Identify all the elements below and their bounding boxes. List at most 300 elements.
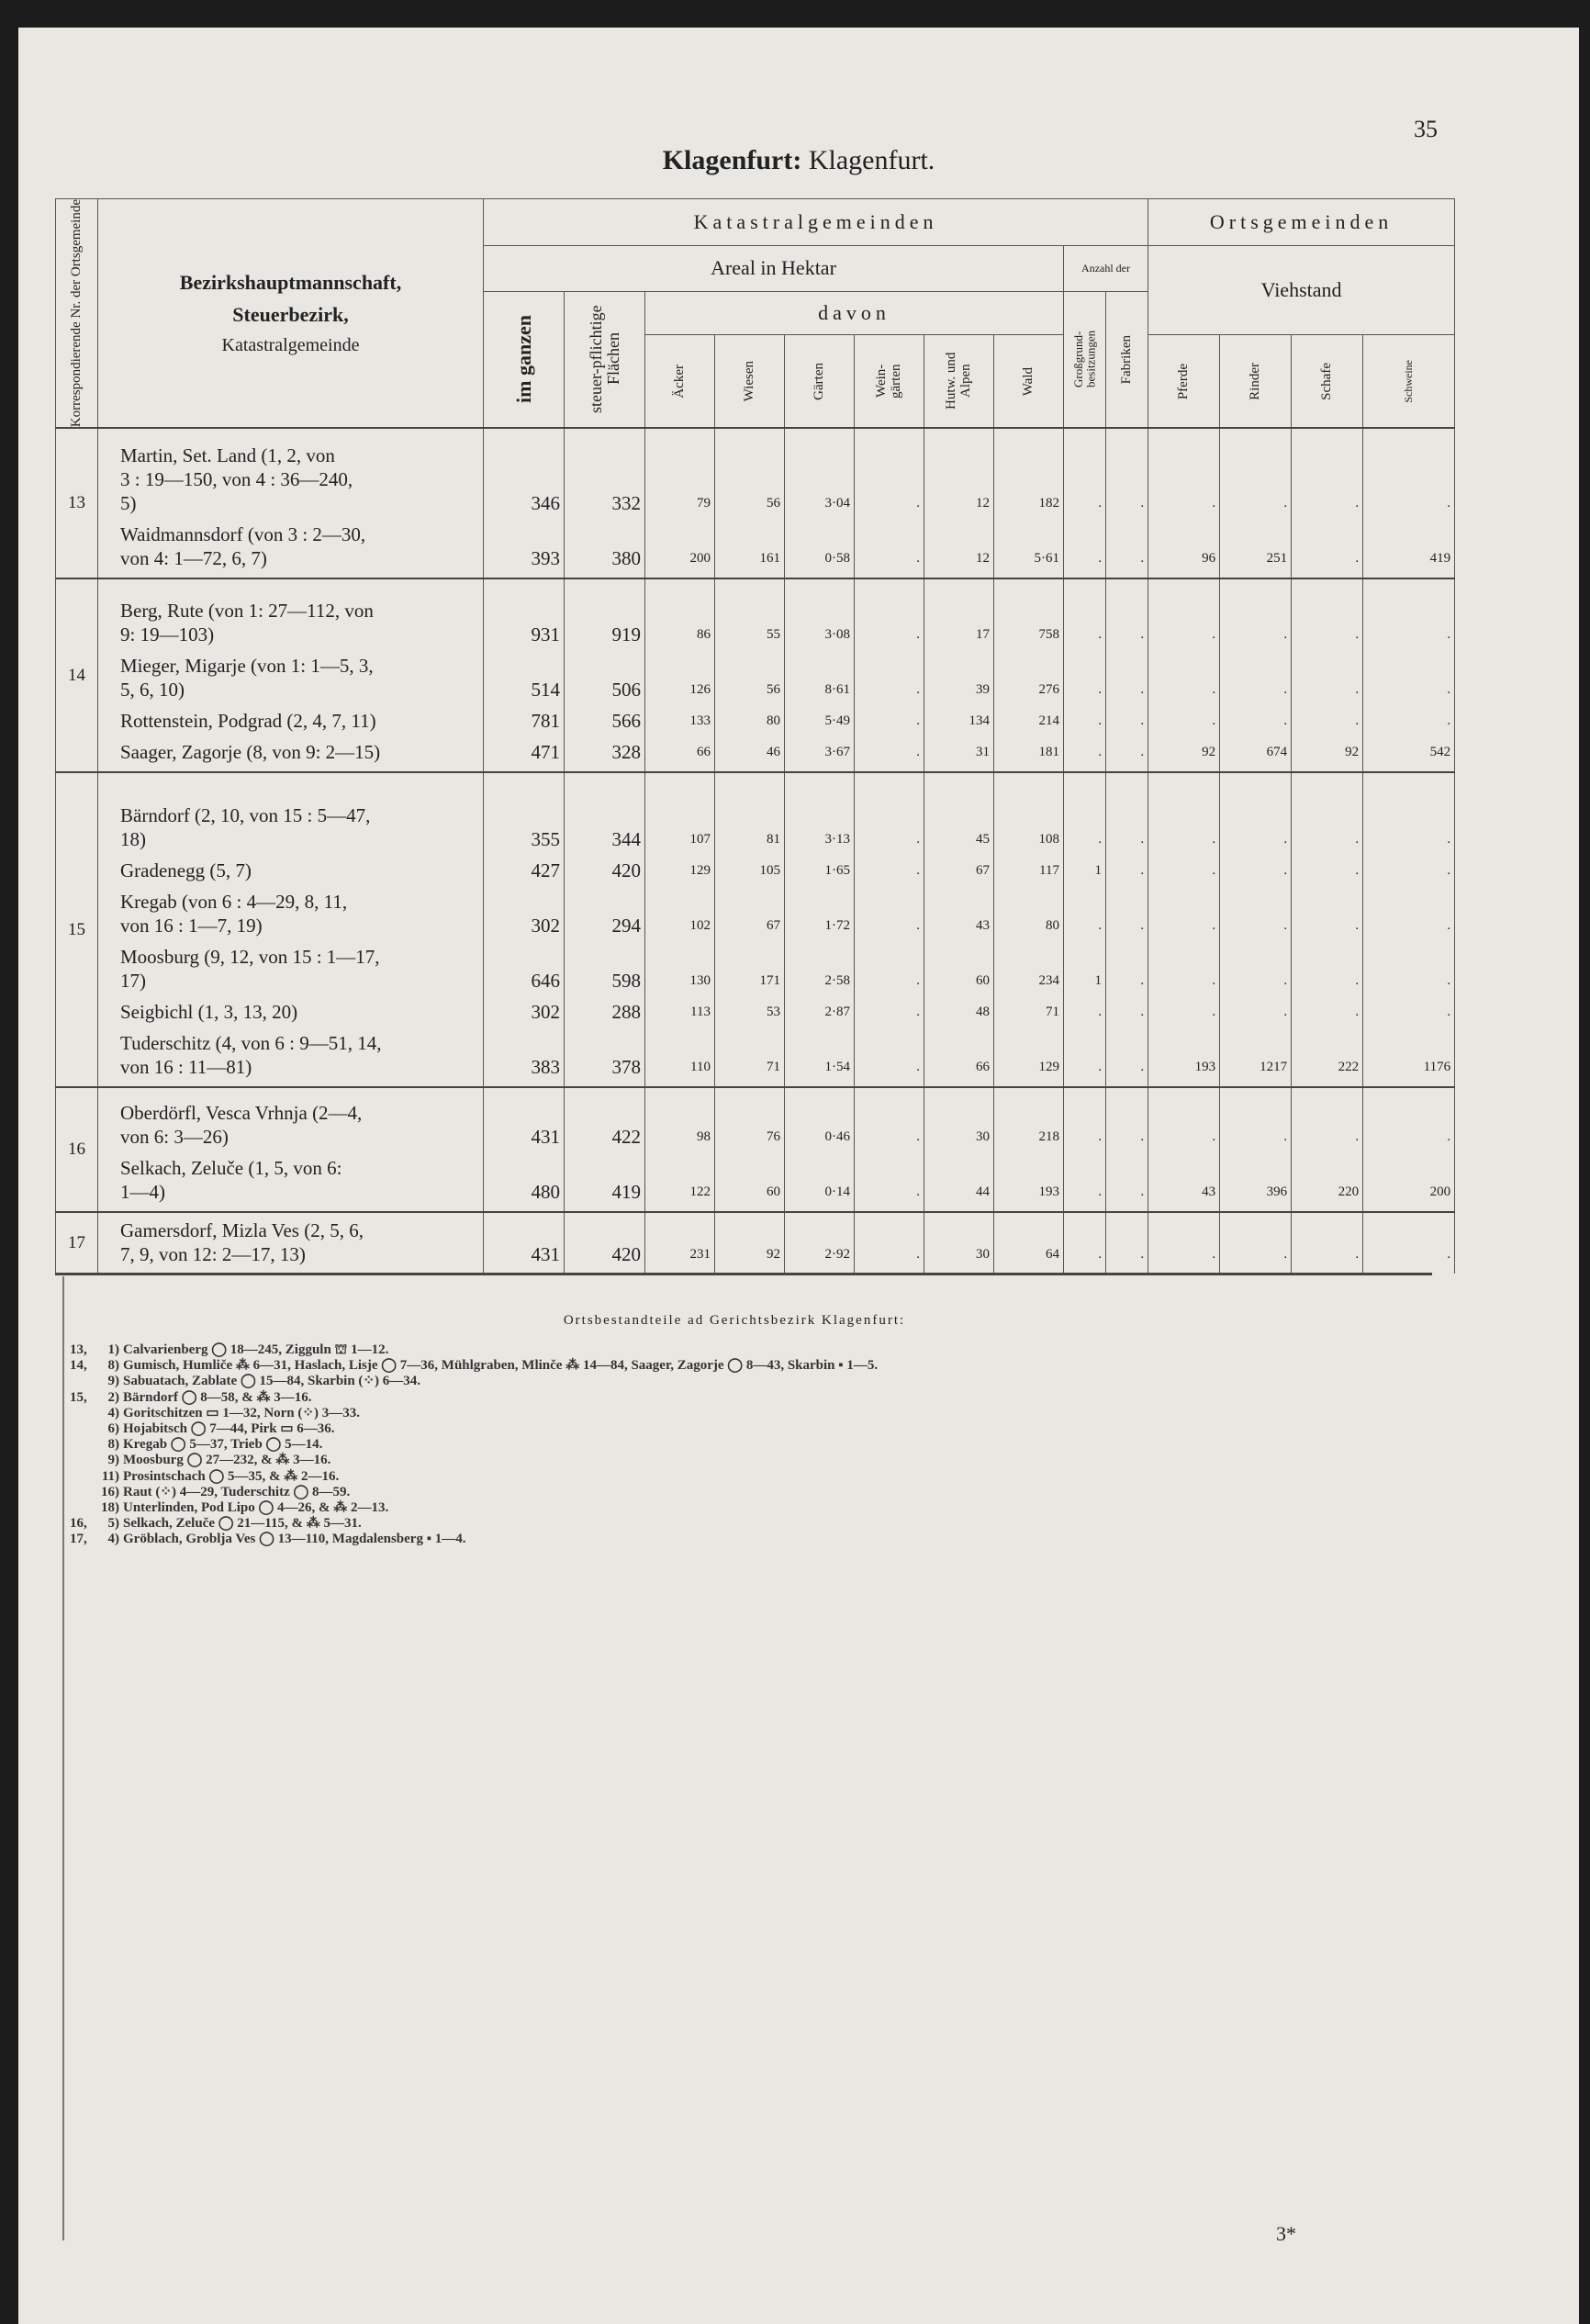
value-rinder: 251 bbox=[1266, 551, 1288, 567]
col-ganz bbox=[484, 1212, 565, 1274]
value-acker: 86 bbox=[697, 626, 711, 642]
col-schafe bbox=[1292, 1212, 1363, 1274]
value-schweine: . bbox=[1447, 863, 1451, 879]
value-gross: . bbox=[1098, 1060, 1102, 1075]
value-rinder: . bbox=[1283, 1128, 1288, 1144]
table-row bbox=[56, 428, 1455, 578]
value-pferde: . bbox=[1212, 626, 1216, 642]
value-wiesen: 81 bbox=[767, 832, 780, 848]
table-row bbox=[56, 1087, 1455, 1211]
ortsgemeinde-number: 14 bbox=[56, 578, 98, 772]
value-gross: . bbox=[1098, 713, 1102, 728]
col-gross bbox=[1064, 772, 1106, 1088]
katastralgemeinde-names bbox=[98, 772, 484, 1088]
value-steuer: 566 bbox=[611, 709, 641, 732]
value-ganz: 781 bbox=[531, 709, 560, 732]
ortsgemeinden-header: Ortsgemeinden bbox=[1148, 199, 1455, 246]
value-ganz: 355 bbox=[531, 828, 560, 851]
value-schafe: . bbox=[1355, 1005, 1360, 1020]
col-acker bbox=[645, 428, 715, 578]
value-acker: 102 bbox=[689, 918, 711, 934]
value-gaerten: 3·04 bbox=[824, 496, 850, 511]
value-wiesen: 76 bbox=[767, 1128, 780, 1144]
value-steuer: 506 bbox=[611, 678, 641, 701]
value-wein: . bbox=[916, 1184, 920, 1199]
value-wein: . bbox=[916, 832, 920, 848]
value-acker: 107 bbox=[689, 832, 711, 848]
value-schweine: . bbox=[1447, 1247, 1451, 1263]
value-schafe: . bbox=[1355, 551, 1360, 567]
value-acker: 200 bbox=[689, 551, 711, 567]
value-pferde: . bbox=[1212, 681, 1216, 697]
footnote-item bbox=[70, 1421, 878, 1437]
footnote-index: 11) bbox=[101, 1468, 119, 1484]
hutweiden-header: Hutw. und Alpen bbox=[924, 335, 994, 429]
value-wein: . bbox=[916, 551, 920, 567]
col-pferde bbox=[1148, 1087, 1220, 1211]
value-rinder: . bbox=[1283, 973, 1288, 989]
name-line: Oberdörfl, Vesca Vrhnja (2—4, bbox=[120, 1101, 363, 1124]
table-body bbox=[56, 428, 1455, 1274]
value-gross: . bbox=[1098, 832, 1102, 848]
footnote-text: Prosintschach ◯ 5—35, & ⁂ 2—16. bbox=[123, 1468, 340, 1484]
ortsgemeinde-number: 16 bbox=[56, 1087, 98, 1211]
ortsgemeinde-number: 17 bbox=[56, 1212, 98, 1274]
ortsgemeinde-number: 15 bbox=[56, 772, 98, 1088]
value-acker: 129 bbox=[689, 863, 711, 879]
value-fabr: . bbox=[1140, 1184, 1145, 1199]
value-fabr: . bbox=[1140, 918, 1145, 934]
col-schweine bbox=[1363, 1212, 1455, 1274]
footnote-item bbox=[70, 1390, 878, 1406]
col-acker bbox=[645, 1212, 715, 1274]
footnote-item bbox=[70, 1342, 878, 1358]
value-acker: 66 bbox=[697, 744, 711, 759]
value-ganz: 431 bbox=[531, 1125, 560, 1148]
col-pferde bbox=[1148, 1212, 1220, 1274]
col-ganz bbox=[484, 428, 565, 578]
value-gross: . bbox=[1098, 551, 1102, 567]
name-line: 18) bbox=[120, 828, 146, 851]
footnote-item bbox=[70, 1406, 878, 1421]
value-gross: . bbox=[1098, 918, 1102, 934]
value-wiesen: 60 bbox=[767, 1184, 780, 1199]
value-acker: 98 bbox=[697, 1128, 711, 1144]
col-wiesen bbox=[715, 772, 785, 1088]
value-rinder: 674 bbox=[1266, 744, 1288, 759]
value-hutw: 12 bbox=[976, 551, 990, 567]
footnote-text: Moosburg ◯ 27—232, & ⁂ 3—16. bbox=[123, 1453, 331, 1468]
name-line: 5) bbox=[120, 492, 137, 515]
footnote-item bbox=[70, 1469, 878, 1485]
col-schweine bbox=[1363, 772, 1455, 1088]
footnote-index: 9) bbox=[107, 1374, 119, 1389]
name-line: Selkach, Zeluče (1, 5, von 6: bbox=[120, 1156, 342, 1179]
footnote-index: 16) bbox=[101, 1484, 119, 1499]
value-gaerten: 2·58 bbox=[824, 973, 850, 989]
value-wein: . bbox=[916, 1005, 920, 1020]
value-wald: 129 bbox=[1038, 1060, 1059, 1075]
value-fabr: . bbox=[1140, 1005, 1145, 1020]
value-schweine: . bbox=[1447, 713, 1451, 728]
value-pferde: . bbox=[1212, 973, 1216, 989]
value-pferde: . bbox=[1212, 1005, 1216, 1020]
value-rinder: . bbox=[1283, 626, 1288, 642]
value-steuer: 332 bbox=[611, 492, 641, 515]
value-hutw: 45 bbox=[976, 832, 990, 848]
value-pferde: . bbox=[1212, 1247, 1216, 1263]
value-pferde: . bbox=[1212, 918, 1216, 934]
col-hutw bbox=[924, 1212, 994, 1274]
value-wiesen: 55 bbox=[767, 626, 780, 642]
value-gaerten: 8·61 bbox=[824, 681, 850, 697]
footnote-text: Bärndorf ◯ 8—58, & ⁂ 3—16. bbox=[123, 1389, 312, 1405]
value-pferde: 193 bbox=[1194, 1060, 1216, 1075]
col-hutw bbox=[924, 772, 994, 1088]
value-pferde: . bbox=[1212, 832, 1216, 848]
value-rinder: . bbox=[1283, 713, 1288, 728]
value-fabr: . bbox=[1140, 1247, 1145, 1263]
value-ganz: 514 bbox=[531, 678, 560, 701]
steuerpflichtig-header: steuer-pflichtige Flächen bbox=[565, 291, 645, 428]
name-line: 7, 9, von 12: 2—17, 13) bbox=[120, 1243, 306, 1266]
value-rinder: . bbox=[1283, 496, 1288, 511]
value-fabr: . bbox=[1140, 832, 1145, 848]
footnote-text: Kregab ◯ 5—37, Trieb ◯ 5—14. bbox=[123, 1437, 323, 1453]
footnote-index: 2) bbox=[107, 1389, 119, 1405]
col-pferde bbox=[1148, 578, 1220, 772]
value-wald: 182 bbox=[1038, 496, 1059, 511]
col-rinder bbox=[1220, 1087, 1292, 1211]
value-wald: 193 bbox=[1038, 1184, 1059, 1199]
value-fabr: . bbox=[1140, 551, 1145, 567]
value-ganz: 646 bbox=[531, 970, 560, 993]
value-wiesen: 161 bbox=[759, 551, 780, 567]
value-hutw: 67 bbox=[976, 863, 990, 879]
footnote-index: 5) bbox=[107, 1516, 119, 1532]
value-rinder: . bbox=[1283, 681, 1288, 697]
value-ganz: 480 bbox=[531, 1180, 560, 1203]
value-ganz: 346 bbox=[531, 492, 560, 515]
value-wald: 276 bbox=[1038, 681, 1059, 697]
value-gross: . bbox=[1098, 1005, 1102, 1020]
value-ganz: 302 bbox=[531, 915, 560, 937]
col-wein bbox=[855, 1087, 924, 1211]
col-acker bbox=[645, 1087, 715, 1211]
schafe-header: Schafe bbox=[1292, 335, 1363, 429]
value-wein: . bbox=[916, 713, 920, 728]
col-schafe bbox=[1292, 428, 1363, 578]
col-rinder bbox=[1220, 428, 1292, 578]
value-wein: . bbox=[916, 496, 920, 511]
value-wein: . bbox=[916, 1247, 920, 1263]
value-hutw: 48 bbox=[976, 1005, 990, 1020]
name-line: von 6: 3—26) bbox=[120, 1125, 229, 1148]
name-line: Gradenegg (5, 7) bbox=[120, 859, 252, 882]
name-line: von 16 : 11—81) bbox=[120, 1056, 252, 1079]
wald-header: Wald bbox=[994, 335, 1064, 429]
value-hutw: 43 bbox=[976, 918, 990, 934]
value-schweine: . bbox=[1447, 1005, 1451, 1020]
value-schafe: . bbox=[1355, 626, 1360, 642]
value-ganz: 427 bbox=[531, 859, 560, 882]
value-schafe: . bbox=[1355, 713, 1360, 728]
areal-header: Areal in Hektar bbox=[484, 246, 1064, 292]
footnote-index: 8) bbox=[107, 1437, 119, 1453]
value-gross: 1 bbox=[1094, 973, 1102, 989]
footnote-item bbox=[70, 1437, 878, 1453]
footnote-text: Goritschitzen ▭ 1—32, Norn (⁘) 3—33. bbox=[123, 1405, 360, 1420]
value-gaerten: 3·67 bbox=[824, 744, 850, 759]
table-row bbox=[56, 772, 1455, 1088]
value-gaerten: 0·58 bbox=[824, 551, 850, 567]
value-steuer: 294 bbox=[611, 915, 641, 937]
value-ganz: 471 bbox=[531, 740, 560, 763]
value-schafe: . bbox=[1355, 832, 1360, 848]
col-fabr bbox=[1106, 1212, 1148, 1274]
value-gross: 1 bbox=[1094, 863, 1102, 879]
value-steuer: 420 bbox=[611, 859, 641, 882]
col-fabr bbox=[1106, 428, 1148, 578]
rinder-header: Rinder bbox=[1220, 335, 1292, 429]
value-wald: 181 bbox=[1038, 744, 1059, 759]
value-schafe: . bbox=[1355, 1128, 1360, 1144]
name-line: von 4: 1—72, 6, 7) bbox=[120, 547, 267, 570]
value-pferde: 92 bbox=[1202, 744, 1216, 759]
value-wald: 80 bbox=[1046, 918, 1059, 934]
value-rinder: . bbox=[1283, 1247, 1288, 1263]
footnote-item bbox=[70, 1358, 878, 1374]
page bbox=[18, 28, 1579, 2324]
name-line: Tuderschitz (4, von 6 : 9—51, 14, bbox=[120, 1032, 382, 1055]
col-hutw bbox=[924, 428, 994, 578]
davon-header: davon bbox=[645, 291, 1064, 335]
value-wein: . bbox=[916, 744, 920, 759]
footnote-group: 15, bbox=[70, 1389, 87, 1405]
value-rinder: 1217 bbox=[1260, 1060, 1288, 1075]
signature-mark: 3* bbox=[1276, 2222, 1296, 2245]
footnote-group: 14, bbox=[70, 1358, 87, 1374]
value-fabr: . bbox=[1140, 626, 1145, 642]
footnote-group: 17, bbox=[70, 1532, 87, 1547]
value-schweine: . bbox=[1447, 973, 1451, 989]
col-ganz bbox=[484, 1087, 565, 1211]
value-hutw: 30 bbox=[976, 1128, 990, 1144]
value-hutw: 60 bbox=[976, 973, 990, 989]
value-wald: 234 bbox=[1038, 973, 1059, 989]
value-wald: 758 bbox=[1038, 626, 1059, 642]
viehstand-header: Viehstand bbox=[1148, 246, 1455, 335]
col-wein bbox=[855, 428, 924, 578]
footnote-index: 4) bbox=[107, 1532, 119, 1547]
value-ganz: 393 bbox=[531, 547, 560, 570]
value-gaerten: 1·54 bbox=[824, 1060, 850, 1075]
value-fabr: . bbox=[1140, 681, 1145, 697]
value-acker: 113 bbox=[690, 1005, 711, 1020]
value-gross: . bbox=[1098, 496, 1102, 511]
value-wein: . bbox=[916, 973, 920, 989]
footnote-text: Unterlinden, Pod Lipo ◯ 4—26, & ⁂ 2—13. bbox=[123, 1500, 389, 1516]
value-pferde: . bbox=[1212, 863, 1216, 879]
value-gaerten: 1·72 bbox=[824, 918, 850, 934]
value-acker: 110 bbox=[690, 1060, 711, 1075]
footnote-item bbox=[70, 1374, 878, 1389]
value-wein: . bbox=[916, 1128, 920, 1144]
name-line: Martin, Set. Land (1, 2, von bbox=[120, 444, 335, 467]
col-hutw bbox=[924, 1087, 994, 1211]
value-fabr: . bbox=[1140, 1060, 1145, 1075]
footnote-index: 9) bbox=[107, 1453, 119, 1468]
footnote-text: Sabuatach, Zablate ◯ 15—84, Skarbin (⁘) 6—34. bbox=[123, 1374, 420, 1389]
value-wiesen: 92 bbox=[767, 1247, 780, 1263]
value-acker: 133 bbox=[689, 713, 711, 728]
name-line: Moosburg (9, 12, von 15 : 1—17, bbox=[120, 946, 380, 969]
value-schafe: 92 bbox=[1345, 744, 1360, 759]
value-wiesen: 171 bbox=[759, 973, 780, 989]
value-rinder: 396 bbox=[1266, 1184, 1288, 1199]
value-gross: . bbox=[1098, 1128, 1102, 1144]
col-gross bbox=[1064, 1087, 1106, 1211]
col-steuer bbox=[565, 1087, 645, 1211]
value-schweine: 200 bbox=[1429, 1184, 1451, 1199]
value-fabr: . bbox=[1140, 496, 1145, 511]
value-rinder: . bbox=[1283, 918, 1288, 934]
table-bottom-rule bbox=[55, 1273, 1432, 1275]
value-gross: . bbox=[1098, 626, 1102, 642]
value-gross: . bbox=[1098, 1247, 1102, 1263]
value-acker: 79 bbox=[697, 496, 711, 511]
col-ganz bbox=[484, 578, 565, 772]
value-steuer: 420 bbox=[611, 1243, 641, 1266]
col-steuer bbox=[565, 772, 645, 1088]
value-wald: 108 bbox=[1038, 832, 1059, 848]
value-gaerten: 2·87 bbox=[824, 1005, 850, 1020]
col-gross bbox=[1064, 1212, 1106, 1274]
col-gross bbox=[1064, 578, 1106, 772]
value-schweine: . bbox=[1447, 1128, 1451, 1144]
value-schafe: . bbox=[1355, 863, 1360, 879]
weingaerten-header: Wein-gärten bbox=[855, 335, 924, 429]
col-steuer bbox=[565, 1212, 645, 1274]
value-fabr: . bbox=[1140, 744, 1145, 759]
footnote-text: Calvarienberg ◯ 18—245, Zigguln ⛫ 1—12. bbox=[123, 1342, 389, 1357]
col-gross bbox=[1064, 428, 1106, 578]
gaerten-header: Gärten bbox=[785, 335, 855, 429]
ortsgemeinde-number: 13 bbox=[56, 428, 98, 578]
statistics-table bbox=[55, 198, 1455, 1274]
value-wald: 71 bbox=[1046, 1005, 1059, 1020]
value-schafe: 220 bbox=[1338, 1184, 1360, 1199]
value-fabr: . bbox=[1140, 973, 1145, 989]
name-line: Mieger, Migarje (von 1: 1—5, 3, bbox=[120, 654, 374, 677]
value-wein: . bbox=[916, 863, 920, 879]
value-wein: . bbox=[916, 918, 920, 934]
value-gross: . bbox=[1098, 744, 1102, 759]
name-line: Seigbichl (1, 3, 13, 20) bbox=[120, 1001, 298, 1024]
col-schweine bbox=[1363, 1087, 1455, 1211]
value-wald: 218 bbox=[1038, 1128, 1059, 1144]
footnote-index: 6) bbox=[107, 1421, 119, 1437]
table-row bbox=[56, 578, 1455, 772]
value-acker: 130 bbox=[689, 973, 711, 989]
table-row bbox=[56, 1212, 1455, 1274]
value-wiesen: 80 bbox=[767, 713, 780, 728]
value-fabr: . bbox=[1140, 713, 1145, 728]
col-fabr bbox=[1106, 578, 1148, 772]
name-line: 1—4) bbox=[120, 1180, 165, 1203]
im-ganzen-header: im ganzen bbox=[484, 291, 565, 428]
katastralgemeinde-names bbox=[98, 578, 484, 772]
value-hutw: 12 bbox=[976, 496, 990, 511]
footnote-index: 18) bbox=[101, 1500, 119, 1516]
pferde-header: Pferde bbox=[1148, 335, 1220, 429]
footnote-group: 16, bbox=[70, 1516, 87, 1532]
katastralgemeinde-names bbox=[98, 1212, 484, 1274]
value-ganz: 931 bbox=[531, 623, 560, 646]
value-schweine: . bbox=[1447, 496, 1451, 511]
name-line: Kregab (von 6 : 4—29, 8, 11, bbox=[120, 891, 348, 914]
name-line: 3 : 19—150, von 4 : 36—240, bbox=[120, 468, 353, 491]
col-gaerten bbox=[785, 1087, 855, 1211]
value-steuer: 422 bbox=[611, 1125, 641, 1148]
value-pferde: . bbox=[1212, 1128, 1216, 1144]
schweine-header: Schweine bbox=[1363, 335, 1455, 429]
value-steuer: 378 bbox=[611, 1056, 641, 1079]
value-acker: 231 bbox=[689, 1247, 711, 1263]
katastralgemeinde-names bbox=[98, 1087, 484, 1211]
value-schweine: . bbox=[1447, 626, 1451, 642]
col-fabr bbox=[1106, 1087, 1148, 1211]
value-gross: . bbox=[1098, 681, 1102, 697]
col-wiesen bbox=[715, 1212, 785, 1274]
col-wein bbox=[855, 1212, 924, 1274]
value-pferde: 96 bbox=[1202, 551, 1216, 567]
col-pferde bbox=[1148, 428, 1220, 578]
value-schafe: . bbox=[1355, 1247, 1360, 1263]
value-rinder: . bbox=[1283, 832, 1288, 848]
value-gross: . bbox=[1098, 1184, 1102, 1199]
value-gaerten: 0·14 bbox=[824, 1184, 850, 1199]
col-wald bbox=[994, 428, 1064, 578]
footnote-index: 8) bbox=[107, 1358, 119, 1374]
value-hutw: 44 bbox=[976, 1184, 990, 1199]
footnote-group: 13, bbox=[70, 1342, 87, 1357]
footnote-item bbox=[70, 1453, 878, 1468]
value-wald: 64 bbox=[1046, 1247, 1059, 1263]
value-gaerten: 2·92 bbox=[824, 1247, 850, 1263]
value-wald: 214 bbox=[1038, 713, 1059, 728]
value-wiesen: 71 bbox=[767, 1060, 780, 1075]
value-pferde: . bbox=[1212, 496, 1216, 511]
anzahl-header: Anzahl der bbox=[1064, 246, 1148, 292]
value-hutw: 17 bbox=[976, 626, 990, 642]
name-line: Bärndorf (2, 10, von 15 : 5—47, bbox=[120, 804, 371, 827]
col-acker bbox=[645, 772, 715, 1088]
value-wein: . bbox=[916, 626, 920, 642]
value-steuer: 380 bbox=[611, 547, 641, 570]
value-wald: 5·61 bbox=[1034, 551, 1059, 567]
footnote-text: Selkach, Zeluče ◯ 21—115, & ⁂ 5—31. bbox=[123, 1516, 362, 1532]
footnote-text: Gröblach, Groblja Ves ◯ 13—110, Magdalensberg ▪ 1—4. bbox=[123, 1532, 466, 1547]
value-schweine: . bbox=[1447, 832, 1451, 848]
value-steuer: 328 bbox=[611, 740, 641, 763]
value-fabr: . bbox=[1140, 863, 1145, 879]
value-wiesen: 105 bbox=[759, 863, 780, 879]
col-hutw bbox=[924, 578, 994, 772]
col-acker bbox=[645, 578, 715, 772]
value-ganz: 302 bbox=[531, 1001, 560, 1024]
bezirk-header: Bezirkshauptmannschaft, Steuerbezirk, Katastralgemeinde bbox=[98, 199, 484, 429]
